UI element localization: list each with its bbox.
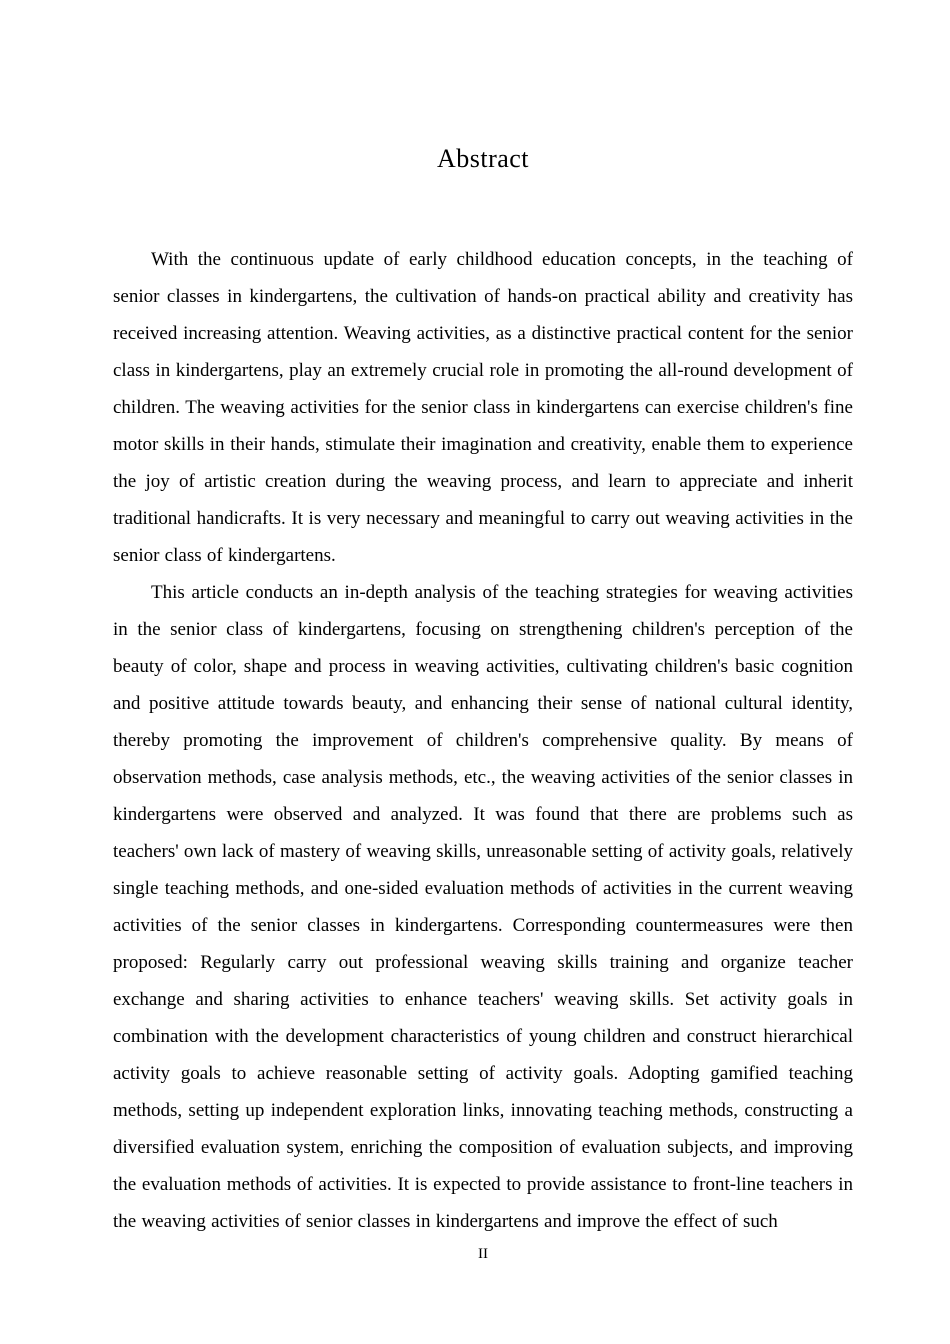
page-number: II bbox=[478, 1246, 488, 1262]
abstract-paragraph-2: This article conducts an in-depth analysis of the teaching strategies for weaving activities in the senior class of kindergartens, focusing on strengthening children's perception of the beauty of color, shape and process in weaving activities, cultivating children's basic cognition and positive attitude towards beauty, and enhancing their sense of national cultural identity, thereby promoting the improvement of children's comprehensive quality. By means of observation methods, case analysis methods, etc., the weaving activities of the senior classes in kindergartens were observed and analyzed. It was found that there are problems such as teachers' own lack of mastery of weaving skills, unreasonable setting of activity goals, relatively single teaching methods, and one-sided evaluation methods of activities in the current weaving activities of the senior classes in kindergartens. Corresponding countermeasures were then proposed: Regularly carry out professional weaving skills training and organize teacher exchange and sharing activities to enhance teachers' weaving skills. Set activity goals in combination with the development characteristics of young children and construct hierarchical activity goals to achieve reasonable setting of activity goals. Adopting gamified teaching methods, setting up independent exploration links, innovating teaching methods, constructing a diversified evaluation system, enriching the composition of evaluation subjects, and improving the evaluation methods of activities. It is expected to provide assistance to front-line teachers in the weaving activities of senior classes in kindergartens and improve the effect of such bbox=[113, 582, 853, 1232]
page-title: Abstract bbox=[436, 144, 530, 173]
abstract-body bbox=[113, 241, 853, 1240]
abstract-paragraph-1: With the continuous update of early childhood education concepts, in the teaching of senior classes in kindergartens, the cultivation of hands-on practical ability and creativity has received increasing attention. Weaving activities, as a distinctive practical content for the senior class in kindergartens, play an extremely crucial role in promoting the all-round development of children. The weaving activities for the senior class in kindergartens can exercise children's fine motor skills in their hands, stimulate their imagination and creativity, enable them to experience the joy of artistic creation during the weaving process, and learn to appreciate and inherit traditional handicrafts. It is very necessary and meaningful to carry out weaving activities in the senior class of kindergartens. bbox=[113, 249, 853, 566]
